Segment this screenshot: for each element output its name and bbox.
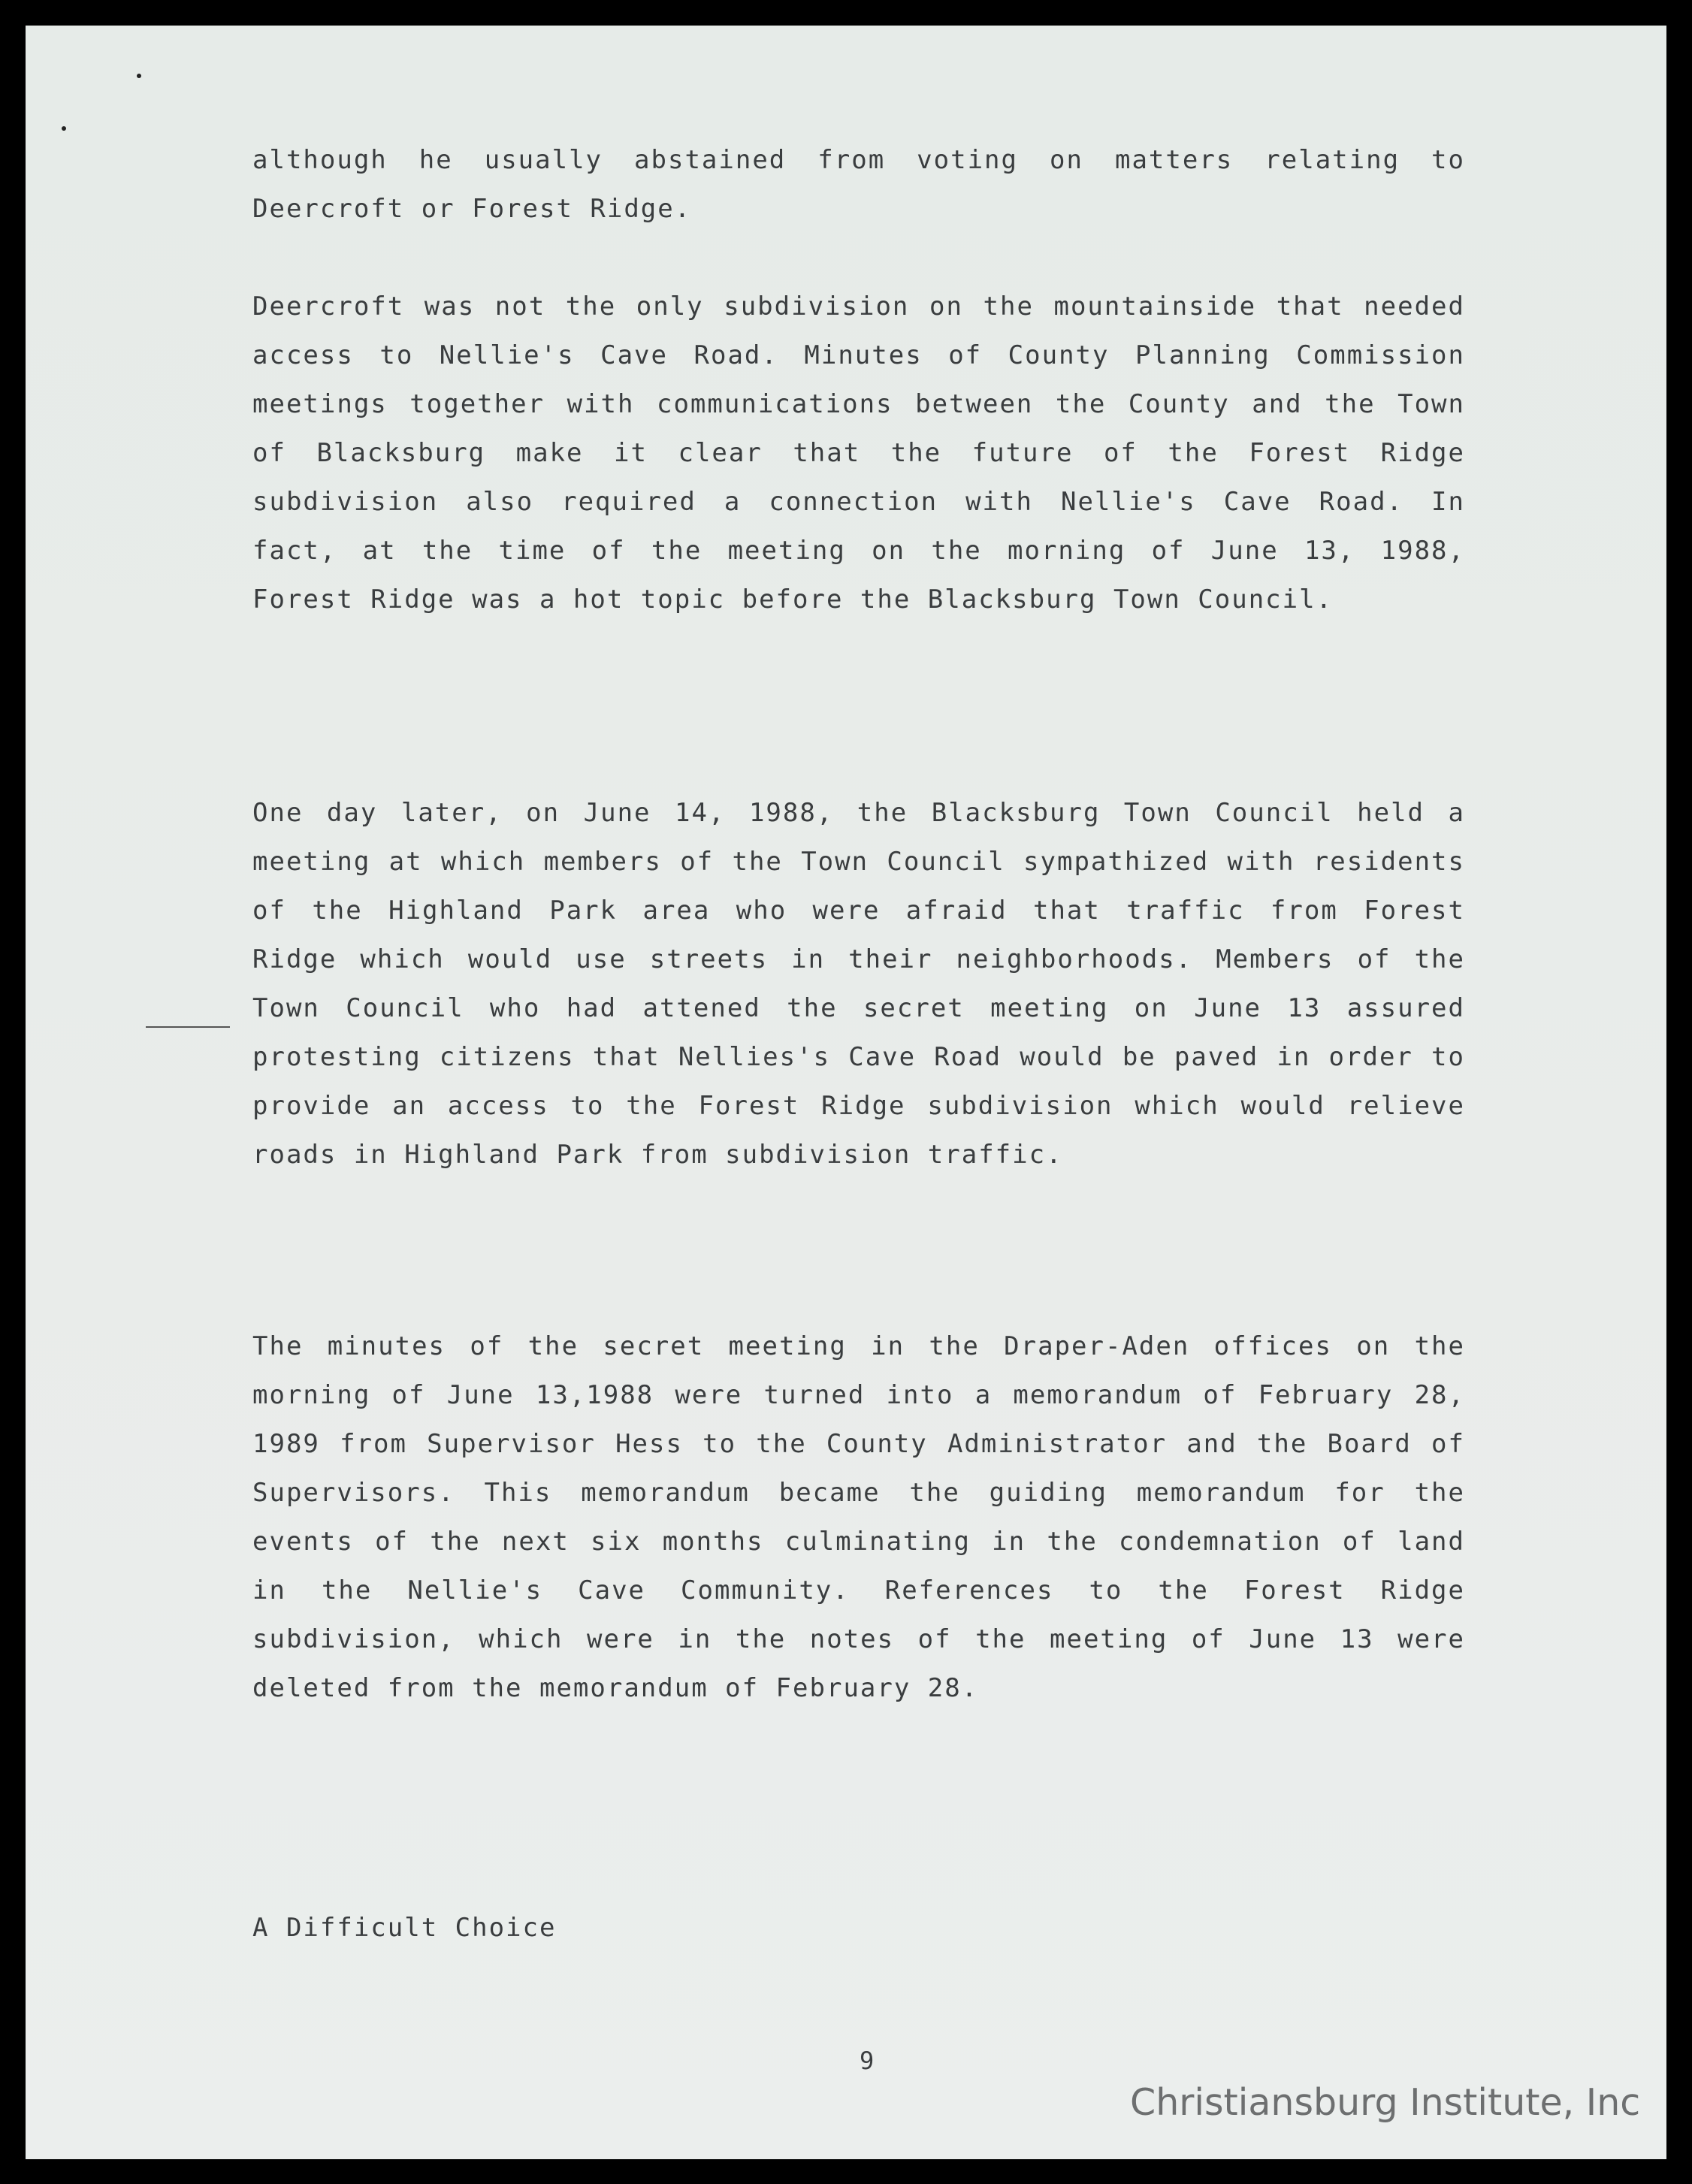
- paragraph-1: although he usually abstained from voting on matters relating to Deercroft or Forest Ridge.: [252, 145, 1465, 224]
- section-heading: A Difficult Choice: [252, 1913, 557, 1943]
- page-number: 9: [860, 2047, 875, 2075]
- margin-annotation-line: [146, 1026, 230, 1028]
- paragraph-3: One day later, on June 14, 1988, the Blacksburg Town Council held a meeting at which members of the Town Council sympathized with residents of the Highland Park area who were afraid that traffic from Forest Ridge which would use streets in their neighborhoods. Members of the Town Council who had attened the secret meeting on June 13 assured protesting citizens that Nellies's Cave Road would be paved in order to provide an access to the Forest Ridge subdivision which would relieve roads in Highland Park from subdivision traffic.: [252, 798, 1465, 1170]
- speck-mark: [137, 74, 141, 78]
- paragraph-4: The minutes of the secret meeting in the Draper-Aden offices on the morning of June 13,1988 were turned into a memorandum of February 28, 1989 from Supervisor Hess to the County Administrator and the Board of Supervisors. This memorandum became the guiding memorandum for the events of the next six months culminating in the condemnation of land in the Nellie's Cave Community. References to the Forest Ridge subdivision, which were in the notes of the meeting of June 13 were deleted from the memorandum of February 28.: [252, 1331, 1465, 1703]
- paragraph-2: Deercroft was not the only subdivision on the mountainside that needed access to Nellie's Cave Road. Minutes of County Planning Commission meetings together with communications between the County and the Town of Blacksburg make it clear that the future of the Forest Ridge subdivision also required a connection with Nellie's Cave Road. In fact, at the time of the meeting on the morning of June 13, 1988, Forest Ridge was a hot topic before the Blacksburg Town Council.: [252, 292, 1465, 615]
- watermark-text: Christiansburg Institute, Inc: [1130, 2081, 1641, 2124]
- document-page: [26, 26, 1666, 2159]
- speck-mark: [62, 126, 66, 131]
